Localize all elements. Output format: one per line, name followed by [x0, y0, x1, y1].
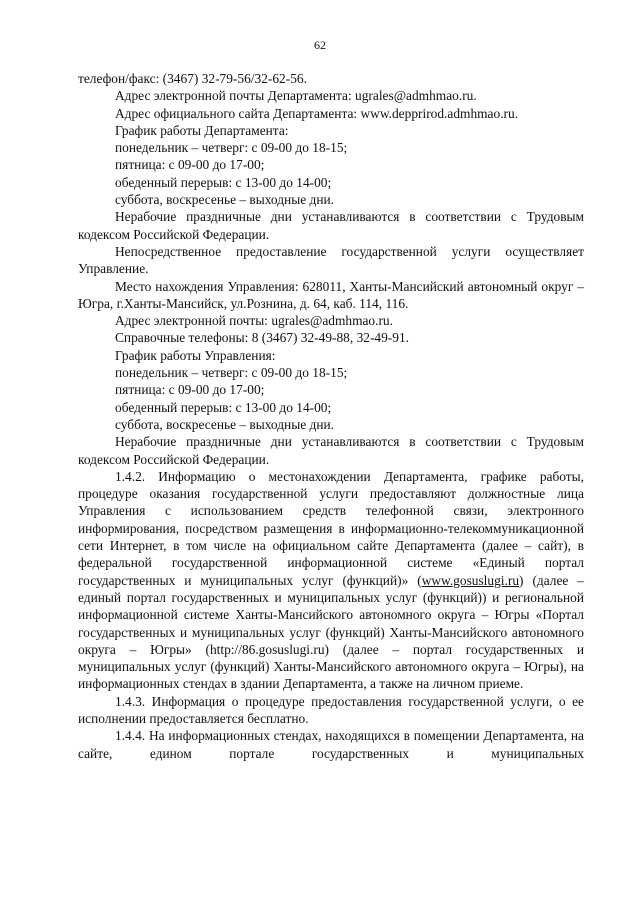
- paragraph: Нерабочие праздничные дни устанавливаются в соответствии с Трудовым кодексом Российской Федерации.: [78, 209, 584, 242]
- paragraph: обеденный перерыв: с 13-00 до 14-00;: [115, 174, 332, 190]
- paragraph: Непосредственное предоставление государственной услуги осуществляет Управление.: [78, 243, 584, 277]
- paragraph: понедельник – четверг: с 09-00 до 18-15;: [115, 140, 348, 156]
- paragraph: Нерабочие праздничные дни устанавливаются в соответствии с Трудовым кодексом Российской Федерации.: [78, 434, 584, 467]
- paragraph-1-4-2-text-b: ) (далее – единый портал государственных и муниципальных услуг (функций)) и региональной информационной системе Ханты-Мансийского автономного округа – Югры «Портал государственных и муниципальных услуг (функций) Ханты-Мансийского автономного округа – Югры» (http://86.gosuslugi.ru) (далее – портал государственных и муниципальных услуг (функций) Ханты-Мансийского автономного округа – Югры), на информационных стендах в здании Департамента, а также на личном приеме.: [78, 572, 584, 692]
- paragraph: понедельник – четверг: с 09-00 до 18-15;: [115, 365, 348, 381]
- paragraph: обеденный перерыв: с 13-00 до 14-00;: [115, 399, 332, 415]
- gosuslugi-link[interactable]: www.gosuslugi.ru: [421, 572, 520, 588]
- contact-info-paragraphs: [78, 70, 584, 468]
- paragraph-1-4-3: 1.4.3. Информация о процедуре предоставления государственной услуги, о ее исполнении предоставляется бесплатно.: [78, 693, 584, 726]
- paragraph: График работы Департамента:: [115, 122, 289, 138]
- paragraph: пятница: с 09-00 до 17-00;: [115, 157, 265, 173]
- paragraph: График работы Управления:: [115, 347, 276, 363]
- paragraph: телефон/факс: (3467) 32-79-56/32-62-56.: [78, 71, 307, 86]
- paragraph: суббота, воскресенье – выходные дни.: [115, 416, 334, 432]
- paragraph: Адрес электронной почты: ugrales@admhmao.ru.: [115, 313, 393, 329]
- paragraph: пятница: с 09-00 до 17-00;: [115, 382, 265, 398]
- paragraph: Адрес официального сайта Департамента: www.depprirod.admhmao.ru.: [115, 105, 519, 121]
- document-body: [78, 70, 584, 762]
- paragraph-1-4-4: 1.4.4. На информационных стендах, находящихся в помещении Департамента, на сайте, едином портале государственных и муниципальных: [78, 728, 584, 761]
- paragraph: Место нахождения Управления: 628011, Ханты-Мансийский автономный округ – Югра, г.Ханты-Мансийск, ул.Рознина, д. 64, каб. 114, 116.: [78, 278, 584, 311]
- paragraph: суббота, воскресенье – выходные дни.: [115, 192, 334, 208]
- paragraph: Адрес электронной почты Департамента: ugrales@admhmao.ru.: [115, 88, 477, 104]
- paragraph-1-4-2-text-a: 1.4.2. Информацию о местонахождении Департамента, графике работы, процедуре оказания государственной услуги предоставляют должностные лица Управления с использованием средств телефонной связи, электронного информирования, посредством размещения в информационно-телекоммуникационной сети Интернет, в том числе на официальном сайте Департамента (далее – сайт), в федеральной государственной информационной системе «Единый портал государственных и муниципальных услуг (функций)» (: [78, 468, 584, 588]
- page-number: 62: [314, 38, 326, 52]
- paragraph: Справочные телефоны: 8 (3467) 32-49-88, 32-49-91.: [115, 330, 410, 346]
- paragraph-1-4-2: [78, 468, 584, 693]
